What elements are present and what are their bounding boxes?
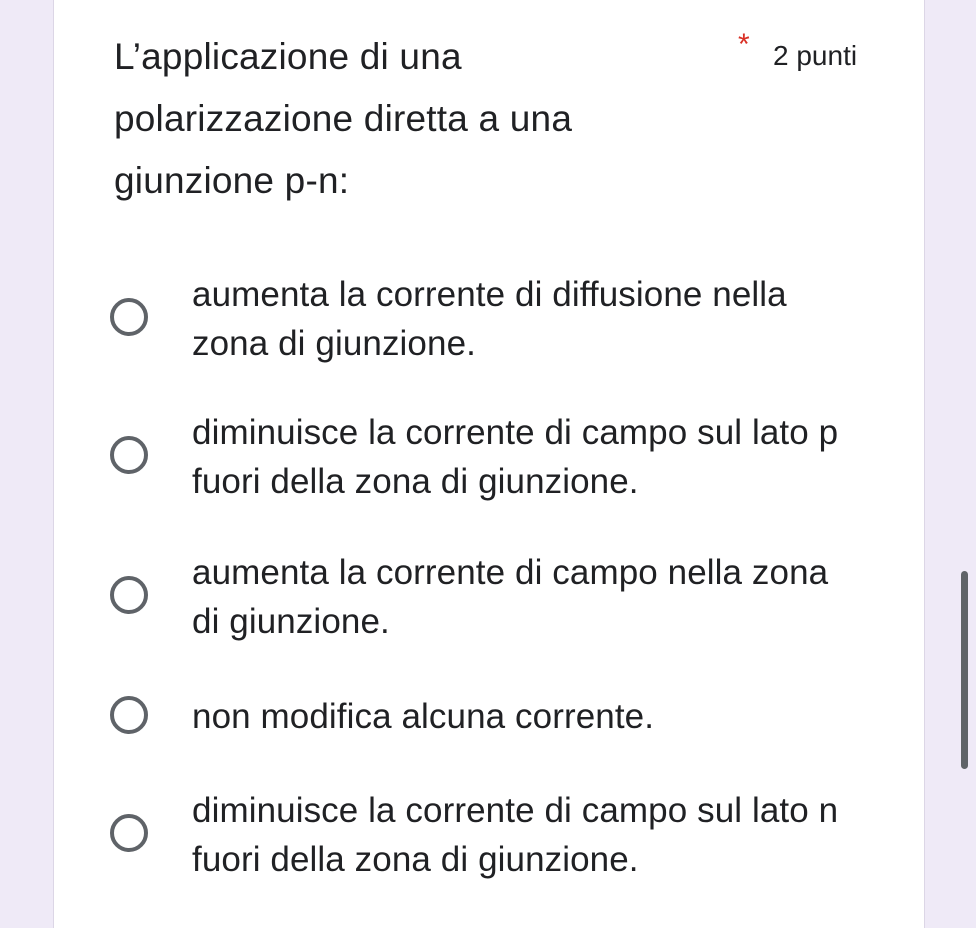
question-title: L’applicazione di una polarizzazione diretta a una giunzione p-n: [114,36,573,201]
answer-option-label: aumenta la corrente di campo nella zona di giunzione. [192,553,829,641]
answer-option-4[interactable] [110,692,850,741]
answer-option-label: non modifica alcuna corrente. [192,697,655,736]
answer-option-3[interactable] [110,548,850,646]
answer-option-label: diminuisce la corrente di campo sul lato p fuori della zona di giunzione. [192,413,839,501]
answer-option-label: diminuisce la corrente di campo sul lato n fuori della zona di giunzione. [192,791,839,879]
radio-button-icon[interactable] [110,814,148,852]
radio-button-icon[interactable] [110,696,148,734]
answer-option-2[interactable] [110,408,850,506]
answer-option-label: aumenta la corrente di diffusione nella zona di giunzione. [192,275,787,363]
question-card [53,0,925,928]
answer-option-5[interactable] [110,786,850,884]
radio-button-icon[interactable] [110,298,148,336]
radio-button-icon[interactable] [110,576,148,614]
radio-button-icon[interactable] [110,436,148,474]
answer-option-1[interactable] [110,270,850,368]
scrollbar-thumb[interactable] [961,571,968,769]
required-asterisk: * [738,28,750,61]
points-label: 2 punti [773,40,858,71]
